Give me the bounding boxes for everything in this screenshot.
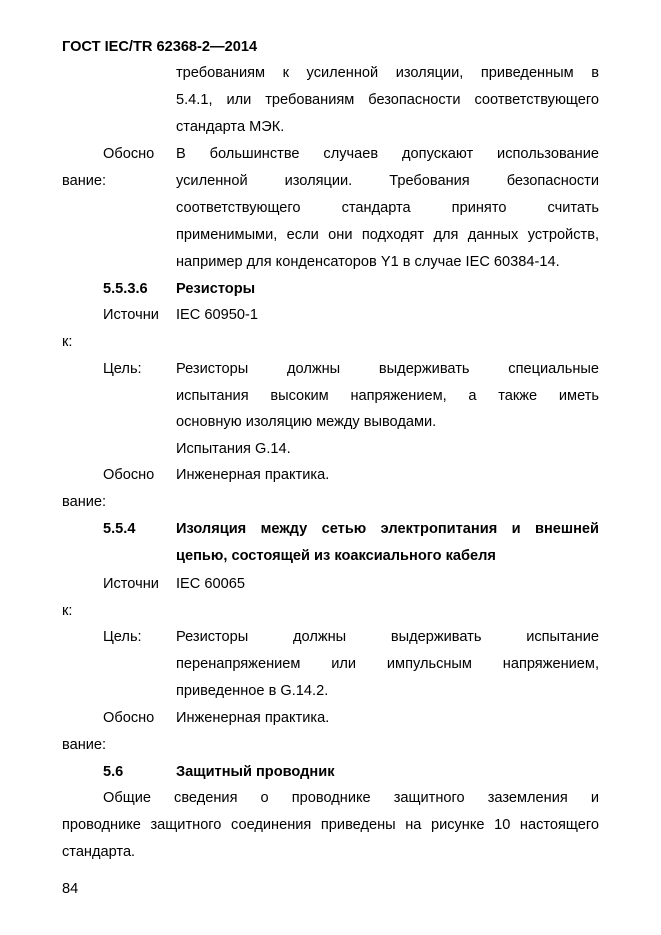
- rationale-label: Обосно: [103, 710, 155, 726]
- text-line: перенапряжением или импульсным напряжением,: [176, 656, 599, 672]
- text-line: соответствующего стандарта принято считать: [176, 200, 599, 216]
- paragraph-line: проводнике защитного соединения приведены на рисунке 10 настоящего: [62, 817, 599, 833]
- rationale-value: Инженерная практика.: [176, 467, 330, 483]
- page-title: ГОСТ IEC/TR 62368-2—2014: [62, 39, 258, 55]
- paragraph-line: стандарта.: [62, 844, 136, 860]
- section-title: Защитный проводник: [176, 764, 335, 780]
- rationale-label: Обосно: [103, 146, 155, 162]
- paragraph-line: Общие сведения о проводнике защитного заземления и: [103, 790, 599, 806]
- text-line: Резисторы должны выдерживать испытание: [176, 629, 599, 645]
- rationale-label-cont: вание:: [62, 494, 107, 510]
- rationale-label-cont: вание:: [62, 173, 107, 189]
- section-title-cont: цепью, состоящей из коаксиального кабеля: [176, 548, 496, 564]
- source-value: IEC 60950-1: [176, 307, 258, 323]
- source-value: IEC 60065: [176, 576, 245, 592]
- section-title: Резисторы: [176, 281, 256, 297]
- rationale-value: Инженерная практика.: [176, 710, 330, 726]
- source-label: Источни: [103, 307, 159, 323]
- page-number: 84: [62, 881, 79, 897]
- rationale-label: Обосно: [103, 467, 155, 483]
- text-line: применимыми, если они подходят для данных устройств,: [176, 227, 599, 243]
- text-line: требованиям к усиленной изоляции, приведенным в: [176, 65, 599, 81]
- text-line: стандарта МЭК.: [176, 119, 285, 135]
- text-line: приведенное в G.14.2.: [176, 683, 329, 699]
- section-number: 5.5.3.6: [103, 281, 148, 297]
- section-number: 5.6: [103, 764, 124, 780]
- goal-label: Цель:: [103, 629, 142, 645]
- section-number: 5.5.4: [103, 521, 136, 537]
- text-line: В большинстве случаев допускают использование: [176, 146, 599, 162]
- text-line: 5.4.1, или требованиям безопасности соответствующего: [176, 92, 599, 108]
- text-line: например для конденсаторов Y1 в случае IEC 60384-14.: [176, 254, 560, 270]
- text-line: Резисторы должны выдерживать специальные: [176, 361, 599, 377]
- goal-label: Цель:: [103, 361, 142, 377]
- rationale-label-cont: вание:: [62, 737, 107, 753]
- source-label-cont: к:: [62, 334, 73, 350]
- text-line: Испытания G.14.: [176, 441, 291, 457]
- text-line: основную изоляцию между выводами.: [176, 414, 437, 430]
- text-line: усиленной изоляции. Требования безопасности: [176, 173, 599, 189]
- section-title: Изоляция между сетью электропитания и внешней: [176, 521, 599, 537]
- source-label: Источни: [103, 576, 159, 592]
- text-line: испытания высоким напряжением, а также иметь: [176, 388, 599, 404]
- source-label-cont: к:: [62, 603, 73, 619]
